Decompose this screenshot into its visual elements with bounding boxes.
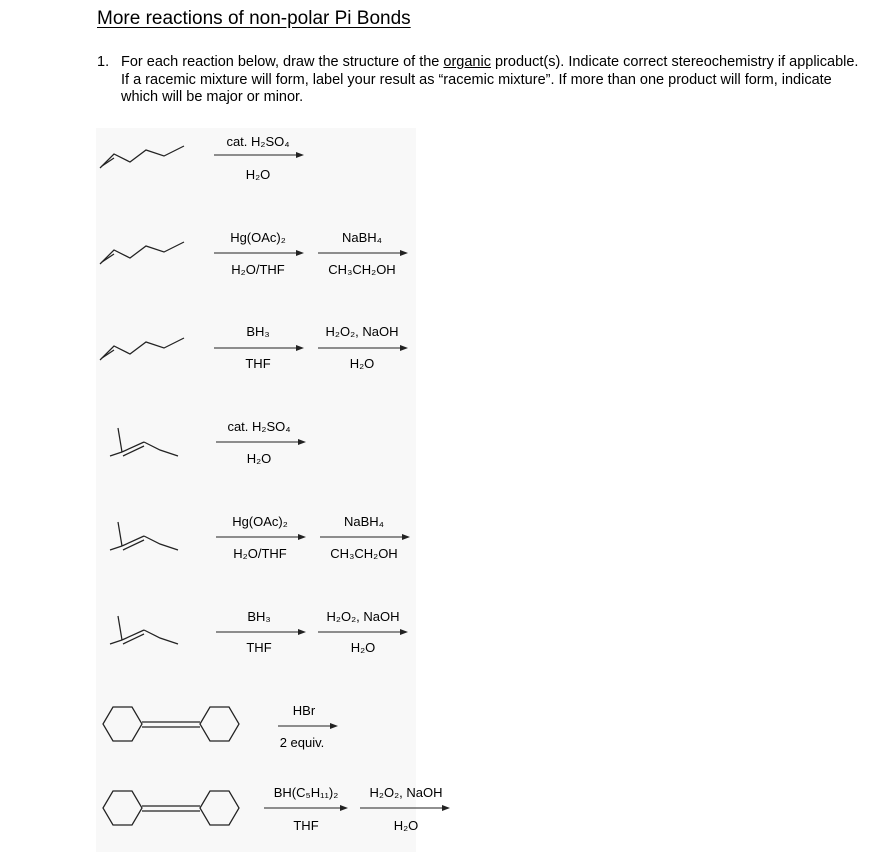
reaction-5-step2-below: CH₃CH₂OH xyxy=(330,546,398,561)
reactant-7-structure xyxy=(98,702,246,746)
reaction-6-step2-below: H₂O xyxy=(350,640,376,655)
reaction-8-step1-below: THF xyxy=(293,818,319,833)
reaction-1-arrow-1 xyxy=(214,150,304,160)
reaction-3-step1-above: BH₃ xyxy=(246,324,270,339)
reaction-2-arrow-2 xyxy=(318,248,408,258)
reaction-2-arrow-1 xyxy=(214,248,304,258)
reactant-5-structure xyxy=(108,520,188,554)
reaction-4-step1-above: cat. H₂SO₄ xyxy=(227,419,291,434)
question-text-underlined: organic xyxy=(443,54,491,70)
reaction-2-step2-below: CH₃CH₂OH xyxy=(328,262,396,277)
reactant-6-structure xyxy=(108,614,188,648)
reaction-6-arrow-2 xyxy=(318,627,408,637)
reaction-6-step2-above: H₂O₂, NaOH xyxy=(326,609,400,624)
question-text-part-1: For each reaction below, draw the structure of the xyxy=(121,54,444,70)
reaction-5-arrow-1 xyxy=(216,532,306,542)
reaction-2-step1-above: Hg(OAc)₂ xyxy=(230,230,286,245)
reaction-1-step1-below: H₂O xyxy=(245,167,271,182)
reaction-8-step2-above: H₂O₂, NaOH xyxy=(369,785,443,800)
reaction-5-step1-above: Hg(OAc)₂ xyxy=(232,514,288,529)
reaction-5-step2-above: NaBH₄ xyxy=(344,514,384,529)
reactant-8-structure xyxy=(98,786,246,830)
question-text xyxy=(121,54,861,107)
reactant-4-structure xyxy=(108,426,188,460)
reaction-8-step1-above: BH(C₅H₁₁)₂ xyxy=(273,785,339,800)
reaction-5-step1-below: H₂O/THF xyxy=(233,546,287,561)
reaction-6-arrow-1 xyxy=(216,627,306,637)
reaction-4-arrow-1 xyxy=(216,437,306,447)
reaction-7-step1-below: 2 equiv. xyxy=(279,735,325,750)
reaction-8-arrow-2 xyxy=(360,803,450,813)
reactant-1-structure xyxy=(98,140,190,172)
reaction-3-step1-below: THF xyxy=(245,356,271,371)
reaction-8-step2-below: H₂O xyxy=(393,818,419,833)
reaction-6-step1-below: THF xyxy=(246,640,272,655)
reaction-6-step1-above: BH₃ xyxy=(247,609,271,624)
reactant-3-structure xyxy=(98,332,190,364)
reaction-7-arrow-1 xyxy=(278,721,338,731)
reactant-2-structure xyxy=(98,236,190,268)
reaction-4-step1-below: H₂O xyxy=(246,451,272,466)
reaction-3-step2-above: H₂O₂, NaOH xyxy=(325,324,399,339)
reaction-7-step1-above: HBr xyxy=(292,703,316,718)
reaction-3-step2-below: H₂O xyxy=(349,356,375,371)
reaction-3-arrow-2 xyxy=(318,343,408,353)
question-number: 1. xyxy=(97,54,110,70)
reaction-2-step1-below: H₂O/THF xyxy=(231,262,285,277)
reaction-1-step1-above: cat. H₂SO₄ xyxy=(226,134,290,149)
reaction-8-arrow-1 xyxy=(264,803,348,813)
page-title: More reactions of non-polar Pi Bonds xyxy=(97,8,411,29)
reaction-2-step2-above: NaBH₄ xyxy=(342,230,382,245)
reaction-3-arrow-1 xyxy=(214,343,304,353)
question-text-part-2: product(s). Indicate correct stereochemistry if applicable. If a racemic mixture will form, label your result as “racemic mixture”. If more than one product will form, indicate which will be major or minor. xyxy=(121,54,859,105)
reaction-5-arrow-2 xyxy=(320,532,410,542)
